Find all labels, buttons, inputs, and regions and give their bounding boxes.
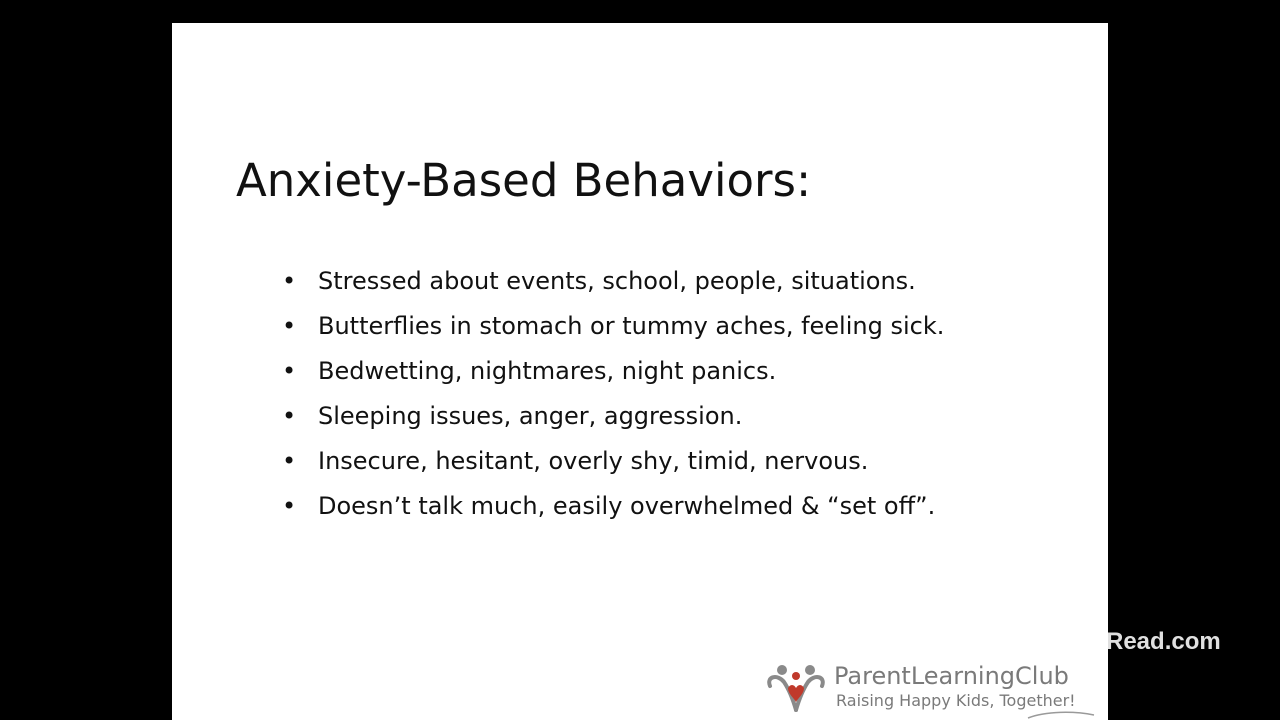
bullet-text: Sleeping issues, anger, aggression.: [318, 402, 743, 430]
parent-learning-club-logo: [764, 658, 1106, 720]
bullet-dot-icon: •: [282, 402, 297, 430]
bullet-dot-icon: •: [282, 492, 297, 520]
logo-tagline: Raising Happy Kids, Together!: [836, 691, 1076, 710]
bullet-dot-icon: •: [282, 357, 297, 385]
presentation-slide: [172, 23, 1108, 720]
bullet-text: Doesn’t talk much, easily overwhelmed & “set off”.: [318, 492, 936, 520]
bullet-dot-icon: •: [282, 312, 297, 340]
bullet-dot-icon: •: [282, 267, 297, 295]
logo-name: ParentLearningClub: [834, 662, 1069, 690]
bullet-text: Insecure, hesitant, overly shy, timid, nervous.: [318, 447, 869, 475]
bullet-text: Bedwetting, nightmares, night panics.: [318, 357, 777, 385]
slide-title: Anxiety-Based Behaviors:: [236, 154, 812, 207]
watermark-text: Read.com: [1106, 628, 1221, 655]
bullet-dot-icon: •: [282, 447, 297, 475]
family-heart-icon: [764, 660, 828, 720]
swoosh-icon: [1026, 710, 1096, 720]
bullet-text: Stressed about events, school, people, situations.: [318, 267, 916, 295]
bullet-text: Butterflies in stomach or tummy aches, feeling sick.: [318, 312, 945, 340]
